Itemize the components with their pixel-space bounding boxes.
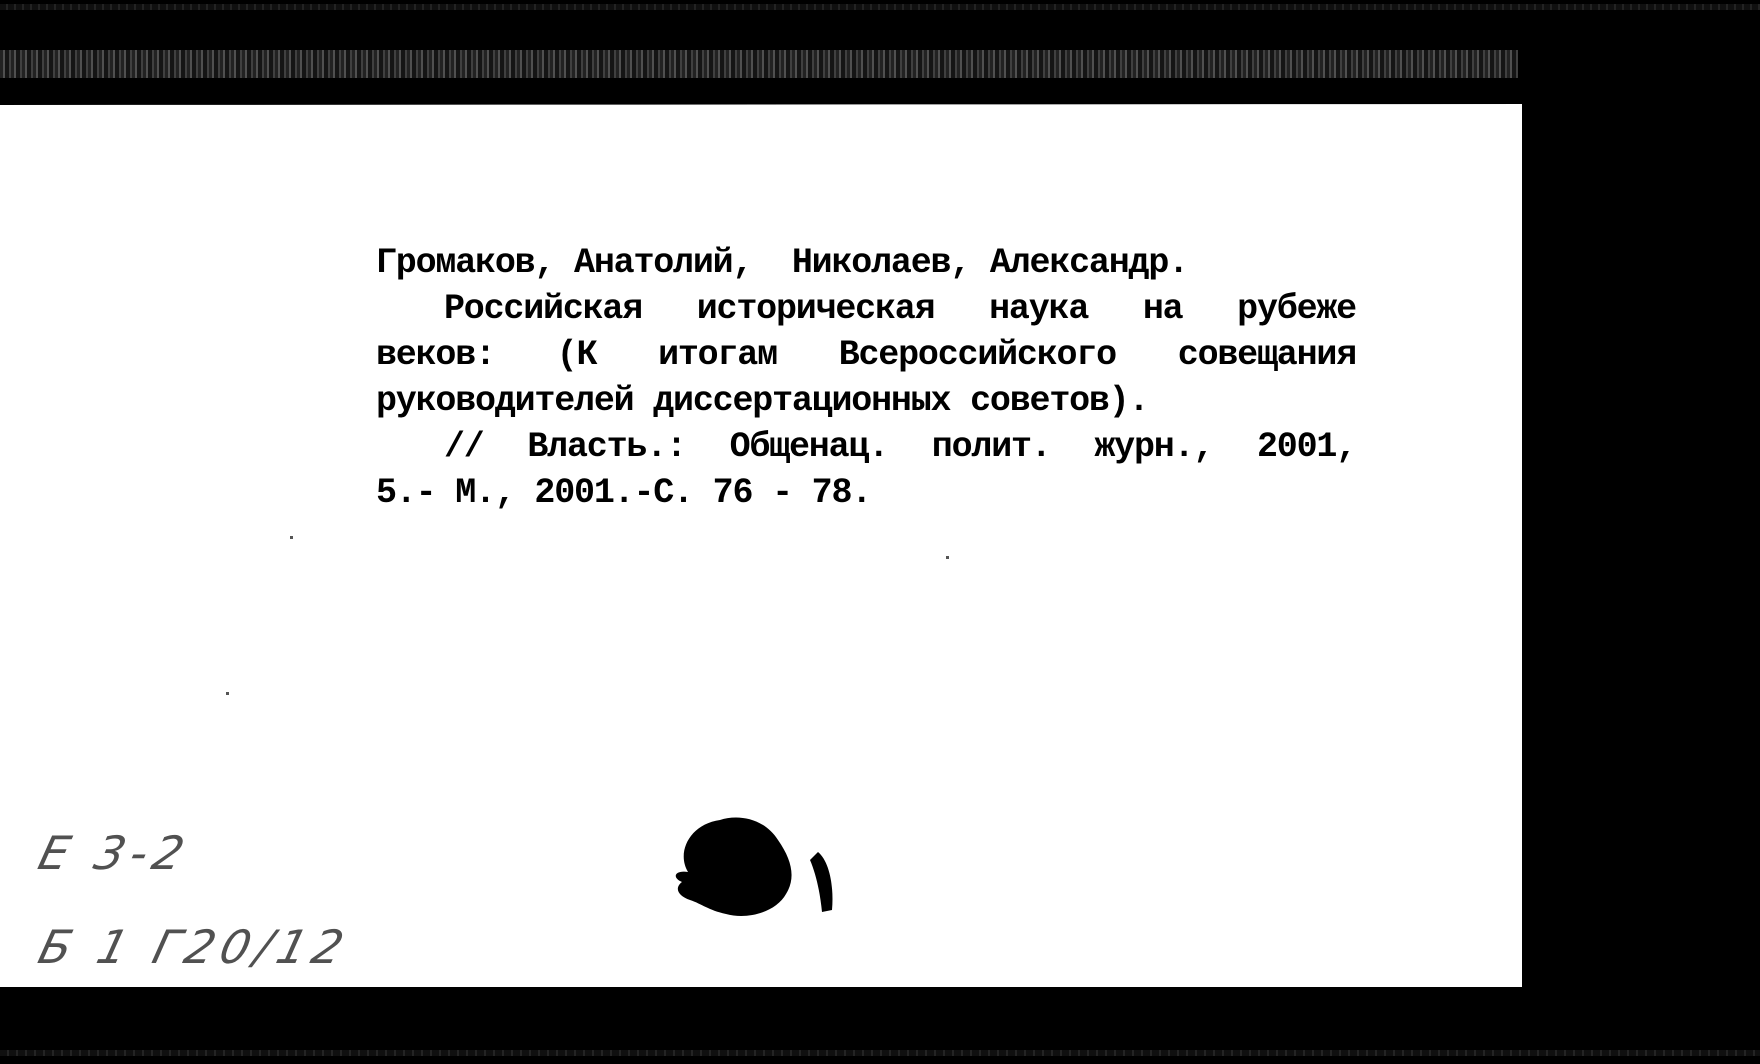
title-line-2 (376, 332, 1356, 378)
title-word: историческая (696, 289, 935, 329)
source-word: Власть.: (527, 427, 686, 467)
source-word: журн., (1094, 427, 1214, 467)
handwritten-shelfmark-2: Б 1 Г20/12 (33, 920, 355, 974)
source-word: 2001, (1256, 427, 1356, 467)
speck (226, 692, 229, 695)
bibliographic-entry (376, 240, 1356, 516)
handwritten-shelfmark-1: Е 3-2 (33, 826, 196, 880)
source-line-2: 5.- М., 2001.-С. 76 - 78. (376, 473, 872, 513)
authors-line: Громаков, Анатолий, Николаев, Александр. (376, 243, 1188, 283)
title-line-1 (376, 286, 1356, 332)
scan-noise-band (0, 50, 1518, 78)
title-word: веков: (376, 335, 495, 375)
title-word: совещания (1177, 335, 1356, 375)
scan-noise-bottom-edge (0, 1050, 1760, 1056)
scan-noise-top-edge (0, 4, 1760, 10)
title-word: рубеже (1237, 289, 1356, 329)
title-word: (К (556, 335, 597, 375)
source-word: полит. (931, 427, 1051, 467)
ink-blot-icon (668, 812, 848, 924)
source-line-1 (376, 424, 1356, 470)
speck (290, 536, 293, 539)
title-word: Всероссийского (838, 335, 1116, 375)
title-line-3: руководителей диссертационных советов). (376, 381, 1149, 421)
speck (946, 556, 949, 559)
title-word: итогам (658, 335, 777, 375)
title-word: на (1142, 289, 1183, 329)
source-word: // (444, 427, 484, 467)
title-word: Российская (444, 289, 643, 329)
source-word: Общенац. (729, 427, 889, 467)
title-word: наука (989, 289, 1089, 329)
